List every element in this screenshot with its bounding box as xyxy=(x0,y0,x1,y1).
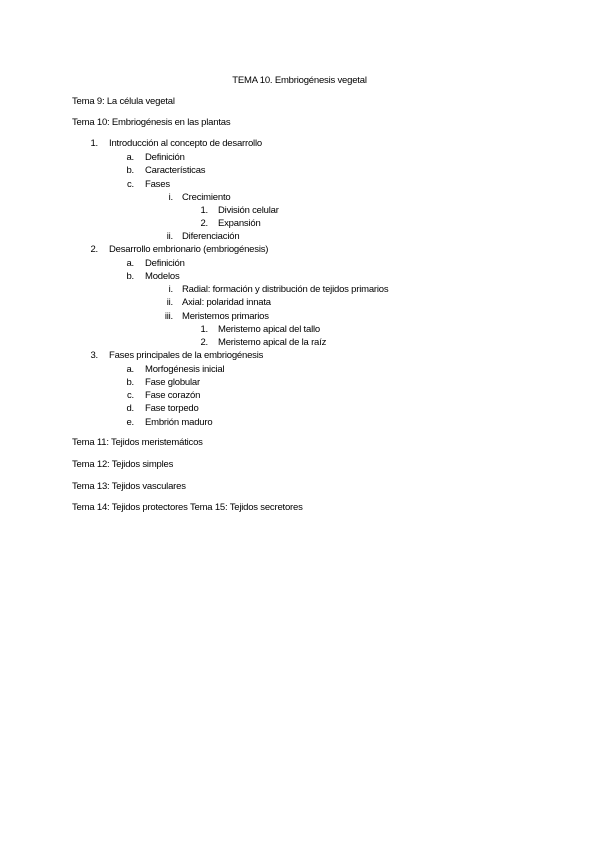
outline-item-fase-torpedo: Fase torpedo xyxy=(145,403,199,414)
outline-item-diferenciacion: Diferenciación xyxy=(182,231,240,242)
topic-heading-tema-10: Tema 10: Embriogénesis en las plantas xyxy=(72,117,231,128)
outline-item-embrion-maduro: Embrión maduro xyxy=(145,417,213,428)
list-marker: 3. xyxy=(90,350,98,361)
outline-item-morfogenesis: Morfogénesis inicial xyxy=(145,364,225,375)
outline-item-meristemo-tallo: Meristemo apical del tallo xyxy=(218,324,320,335)
outline-item-fases: Fases xyxy=(145,179,170,190)
list-marker: ii. xyxy=(166,297,173,308)
outline-item-meristemos-primarios: Meristemos primarios xyxy=(182,311,269,322)
list-marker: e. xyxy=(126,417,134,428)
outline-item-fase-corazon: Fase corazón xyxy=(145,390,201,401)
outline-item-axial: Axial: polaridad innata xyxy=(182,297,271,308)
list-marker: b. xyxy=(126,165,134,176)
list-marker: a. xyxy=(126,364,134,375)
list-marker: b. xyxy=(126,377,134,388)
outline-item-definicion: Definición xyxy=(145,258,185,269)
outline-item-modelos: Modelos xyxy=(145,271,180,282)
list-marker: b. xyxy=(126,271,134,282)
outline-item-radial: Radial: formación y distribución de tejidos primarios xyxy=(182,284,389,295)
list-marker: i. xyxy=(168,284,173,295)
outline-item-fases-principales: Fases principales de la embriogénesis xyxy=(109,350,264,361)
list-marker: c. xyxy=(127,390,134,401)
outline-item-caracteristicas: Características xyxy=(145,165,206,176)
list-marker: 1. xyxy=(200,205,208,216)
list-marker: a. xyxy=(126,152,134,163)
list-marker: a. xyxy=(126,258,134,269)
list-marker: 2. xyxy=(90,244,98,255)
outline-item-fase-globular: Fase globular xyxy=(145,377,200,388)
outline-item-division-celular: División celular xyxy=(218,205,279,216)
topic-heading-tema-13: Tema 13: Tejidos vasculares xyxy=(72,481,186,492)
outline-item-definicion: Definición xyxy=(145,152,185,163)
list-marker: c. xyxy=(127,179,134,190)
outline-item-expansion: Expansión xyxy=(218,218,261,229)
list-marker: 2. xyxy=(200,337,208,348)
outline-item-desarrollo-embrionario: Desarrollo embrionario (embriogénesis) xyxy=(109,244,269,255)
list-marker: i. xyxy=(168,192,173,203)
outline-item-crecimiento: Crecimiento xyxy=(182,192,231,203)
topic-heading-tema-11: Tema 11: Tejidos meristemáticos xyxy=(72,437,203,448)
list-marker: 2. xyxy=(200,218,208,229)
topic-heading-tema-9: Tema 9: La célula vegetal xyxy=(72,96,175,107)
topic-heading-tema-14-15: Tema 14: Tejidos protectores Tema 15: Tejidos secretores xyxy=(72,502,303,513)
list-marker: iii. xyxy=(164,311,173,322)
list-marker: ii. xyxy=(166,231,173,242)
list-marker: d. xyxy=(126,403,134,414)
outline-item-meristemo-raiz: Meristemo apical de la raíz xyxy=(218,337,327,348)
topic-heading-tema-12: Tema 12: Tejidos simples xyxy=(72,459,174,470)
list-marker: 1. xyxy=(90,138,98,149)
list-marker: 1. xyxy=(200,324,208,335)
outline-item-introduccion: Introducción al concepto de desarrollo xyxy=(109,138,262,149)
document-title: TEMA 10. Embriogénesis vegetal xyxy=(232,75,367,86)
